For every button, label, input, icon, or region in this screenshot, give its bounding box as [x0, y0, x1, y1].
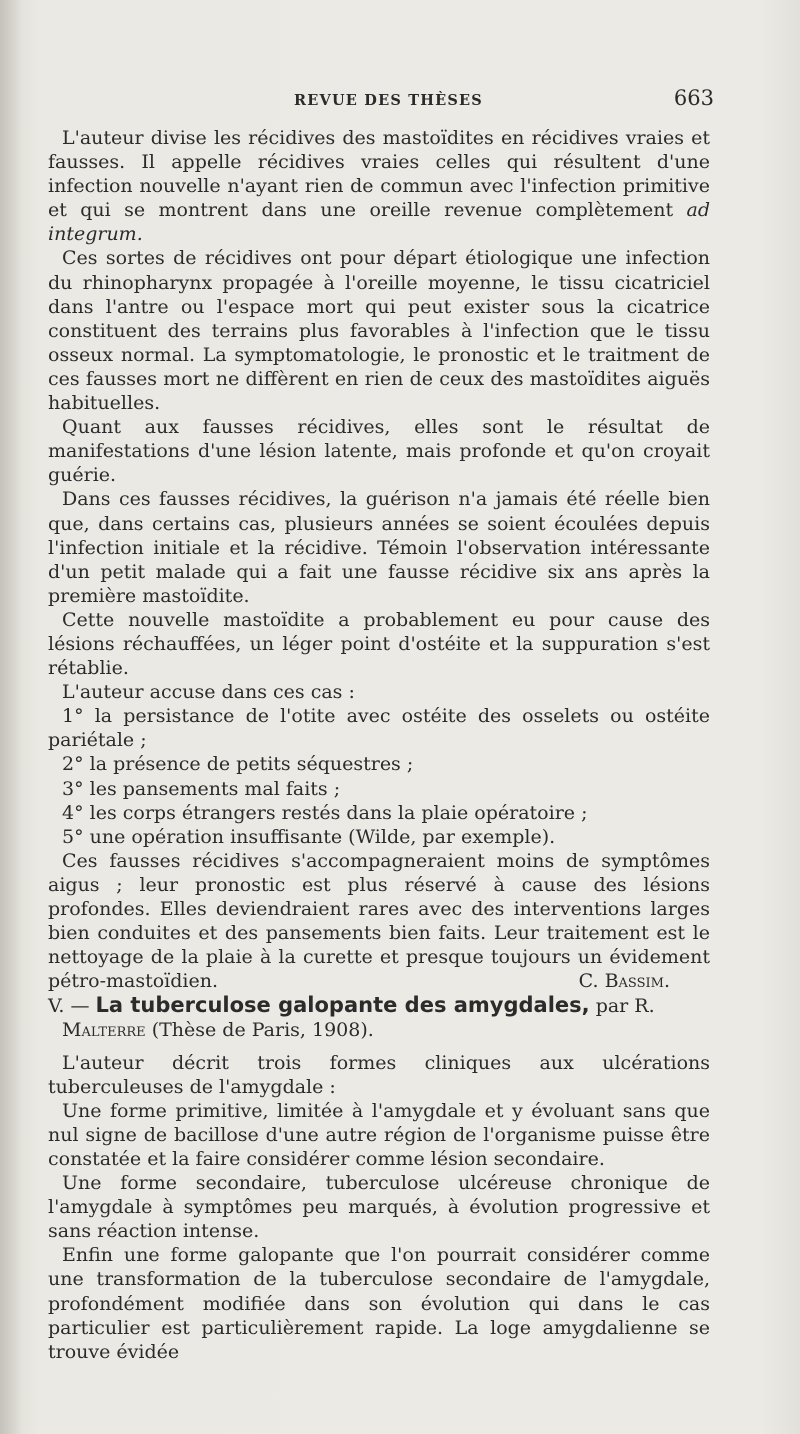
section-title: La tuberculose galopante des amygdales,	[95, 993, 590, 1018]
paragraph-forms-intro: L'auteur décrit trois formes cliniques aux ulcérations tuberculeuses de l'amygdale :	[48, 1051, 710, 1098]
paragraph-false-recurrences: Quant aux fausses récidives, elles sont le résultat de manifestations d'une lésion latente, mais profonde et qu'on croyait guérie.	[48, 416, 710, 487]
section-byline	[48, 1018, 710, 1042]
page-header	[48, 86, 714, 116]
paragraph-causes-intro: L'auteur accuse dans ces cas :	[62, 681, 355, 704]
running-head: REVUE DES THÈSES	[294, 92, 483, 109]
section-author: Malterre	[62, 1019, 146, 1042]
paragraph-intro-text: L'auteur divise les récidives des mastoïdites en récidives vraies et fausses. Il appelle récidives vraies celles qui résultent d'une infection nouvelle n'ayant rien de commun avec l'infection primitive et qui se montrent dans une oreille revenue complètement	[48, 127, 710, 222]
paragraph-galloping-form: Enfin une forme galopante que l'on pourrait considérer comme une transformation de la tuberculose secondaire de l'amygdale, profondément modifiée dans son évolution qui dans le cas particulier est particulièrement rapide. La loge amygdalienne se trouve évidée	[48, 1244, 710, 1363]
latin-phrase: ad integrum.	[48, 199, 710, 246]
section-heading	[48, 993, 710, 1042]
page-body	[48, 126, 710, 1364]
paragraph-conclusion: Ces fausses récidives s'accompagneraient moins de symptômes aigus ; leur pronostic est plus réservé à cause des lésions profondes. Elles deviendraient rares avec des interventions larges bien conduites et des pansements bien faits. Leur traitement est le nettoyage de la plaie à la curette et presque toujours un évidement pétro-mastoïdien.	[48, 849, 710, 993]
paragraph-secondary-form: Une forme secondaire, tuberculose ulcéreuse chronique de l'amygdale à symptômes peu marqués, à évolution progressive et sans réaction intense.	[48, 1172, 710, 1243]
paragraph-new-mastoiditis: Cette nouvelle mastoïdite a probablement eu pour cause des lésions réchauffées, un léger point d'ostéite et la suppuration s'est rétablie.	[48, 608, 710, 680]
list-item: 4° les corps étrangers restés dans la plaie opératoire ;	[62, 801, 588, 824]
page-number: 663	[673, 86, 714, 110]
list-item: 3° les pansements mal faits ;	[62, 777, 341, 800]
paragraph-primitive-form: Une forme primitive, limitée à l'amygdale et y évoluant sans que nul signe de bacillose d'une autre région de l'organisme puisse être constatée et la faire considérer comme lésion secondaire.	[48, 1099, 710, 1170]
section-by: par R.	[589, 995, 655, 1018]
section-source: (Thèse de Paris, 1908).	[145, 1019, 374, 1042]
list-item: 5° une opération insuffisante (Wilde, par exemple).	[62, 825, 556, 848]
list-item: 2° la présence de petits séquestres ;	[62, 753, 414, 776]
section-number: V. —	[48, 995, 96, 1018]
signature: C. Bassim.	[578, 970, 670, 993]
paragraph-intro	[48, 126, 710, 246]
paragraph-healing: Dans ces fausses récidives, la guérison n'a jamais été réelle bien que, dans certains cas, plusieurs années se soient écoulées depuis l'infection initiale et la récidive. Témoin l'observation intéressante d'un petit malade qui a fait une fausse récidive six ans après la première mastoïdite.	[48, 488, 710, 607]
binding-shadow	[0, 0, 22, 1434]
list-item: 1° la persistance de l'otite avec ostéite des osselets ou ostéite pariétale ;	[48, 705, 710, 752]
paragraph-true-recurrences: Ces sortes de récidives ont pour départ étiologique une infection du rhinopharynx propagée à l'oreille moyenne, le tissu cicatriciel dans l'antre ou l'espace mort qui peut exister sous la cicatrice constituent des terrains plus favorables à l'infection que le tissu osseux normal. La symptomatologie, le pronostic et le traitment de ces fausses mort ne diffèrent en rien de ceux des mastoïdites aiguës habituelles.	[48, 247, 710, 415]
